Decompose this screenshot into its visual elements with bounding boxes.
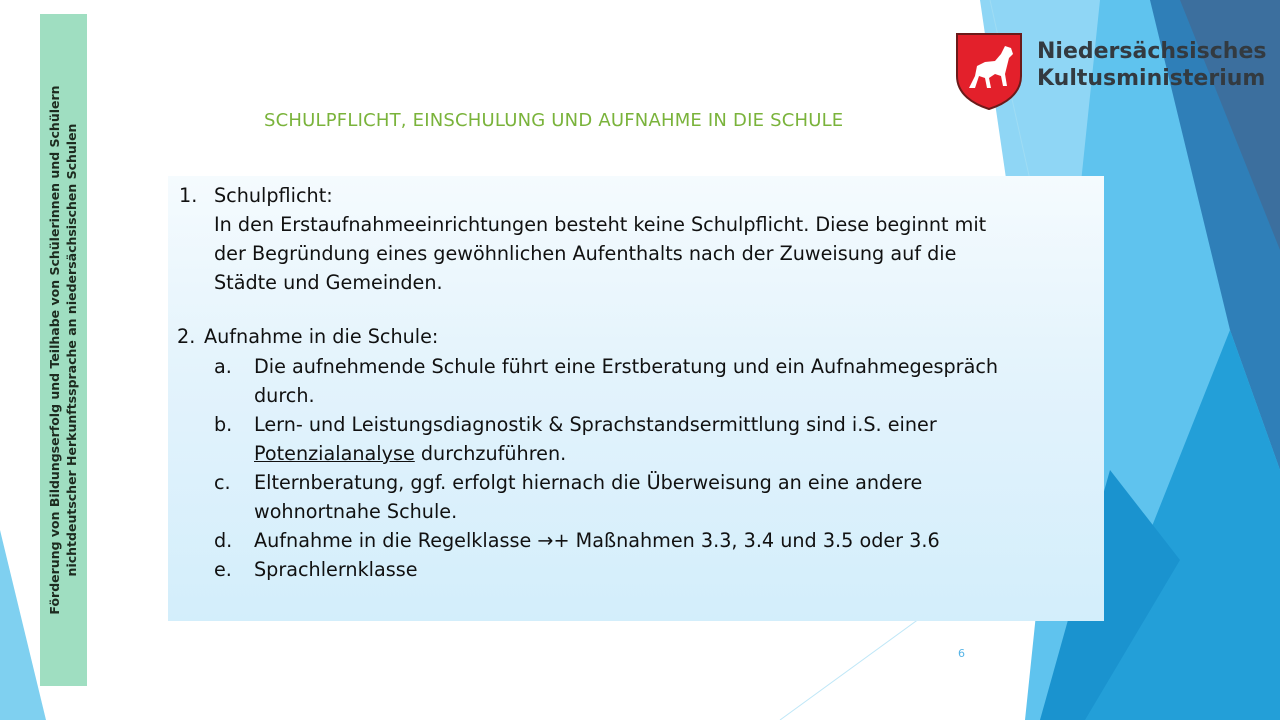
item-c-line-1: Elternberatung, ggf. erfolgt hiernach die Überweisung an eine andere (254, 471, 923, 494)
item-d-measures: + Maßnahmen 3.3, 3.4 und 3.5 oder 3.6 (553, 529, 940, 552)
item-b-line-1: Lern- und Leistungsdiagnostik & Sprachstandsermittlung sind i.S. einer (254, 413, 937, 436)
ministry-name-line-1: Niedersächsisches (1037, 39, 1267, 64)
item-a-marker: a. (214, 355, 232, 378)
potenzialanalyse-link[interactable]: Potenzialanalyse (254, 442, 415, 465)
ministry-name (1037, 38, 1267, 92)
item-d-marker: d. (214, 529, 233, 552)
sidebar-line-2: nichtdeutscher Herkunftssprache an niedersächsischen Schulen (64, 123, 79, 577)
item-e-marker: e. (214, 558, 232, 581)
arrow-right-icon: → (537, 529, 554, 552)
section-1-body-line-1: In den Erstaufnahmeeinrichtungen besteht keine Schulpflicht. Diese beginnt mit (214, 213, 987, 236)
section-1-number: 1. (179, 184, 198, 207)
item-e-line: Sprachlernklasse (254, 558, 418, 581)
item-d-text: Aufnahme in die Regelklasse (254, 529, 538, 552)
item-b-line-2 (254, 439, 566, 468)
section-2-number: 2. (177, 325, 196, 348)
item-a-line-1: Die aufnehmende Schule führt eine Erstberatung und ein Aufnahmegespräch (254, 355, 999, 378)
ministry-logo (955, 32, 1267, 112)
item-c-line-2: wohnortnahe Schule. (254, 500, 458, 523)
item-c-marker: c. (214, 471, 231, 494)
item-b-line-2-rest: durchzuführen. (414, 442, 567, 465)
ministry-name-line-2: Kultusministerium (1037, 66, 1266, 91)
section-1-body-line-3: Städte und Gemeinden. (214, 271, 443, 294)
section-1-heading: Schulpflicht: (214, 184, 333, 207)
item-a-line-2: durch. (254, 384, 315, 407)
slide-title: SCHULPFLICHT, EINSCHULUNG UND AUFNAHME IN DIE SCHULE (264, 110, 844, 131)
horse-shield-icon (955, 32, 1023, 110)
item-b-marker: b. (214, 413, 233, 436)
section-1-body-line-2: der Begründung eines gewöhnlichen Aufenthalts nach der Zuweisung auf die (214, 242, 957, 265)
section-2-heading: Aufnahme in die Schule: (204, 325, 439, 348)
sidebar-vertical-text (46, 50, 80, 650)
page-number: 6 (958, 647, 965, 660)
item-d-line (254, 526, 940, 555)
sidebar-line-1: Förderung von Bildungserfolg und Teilhabe von Schülerinnen und Schülern (47, 85, 62, 615)
content-box (168, 176, 1104, 621)
